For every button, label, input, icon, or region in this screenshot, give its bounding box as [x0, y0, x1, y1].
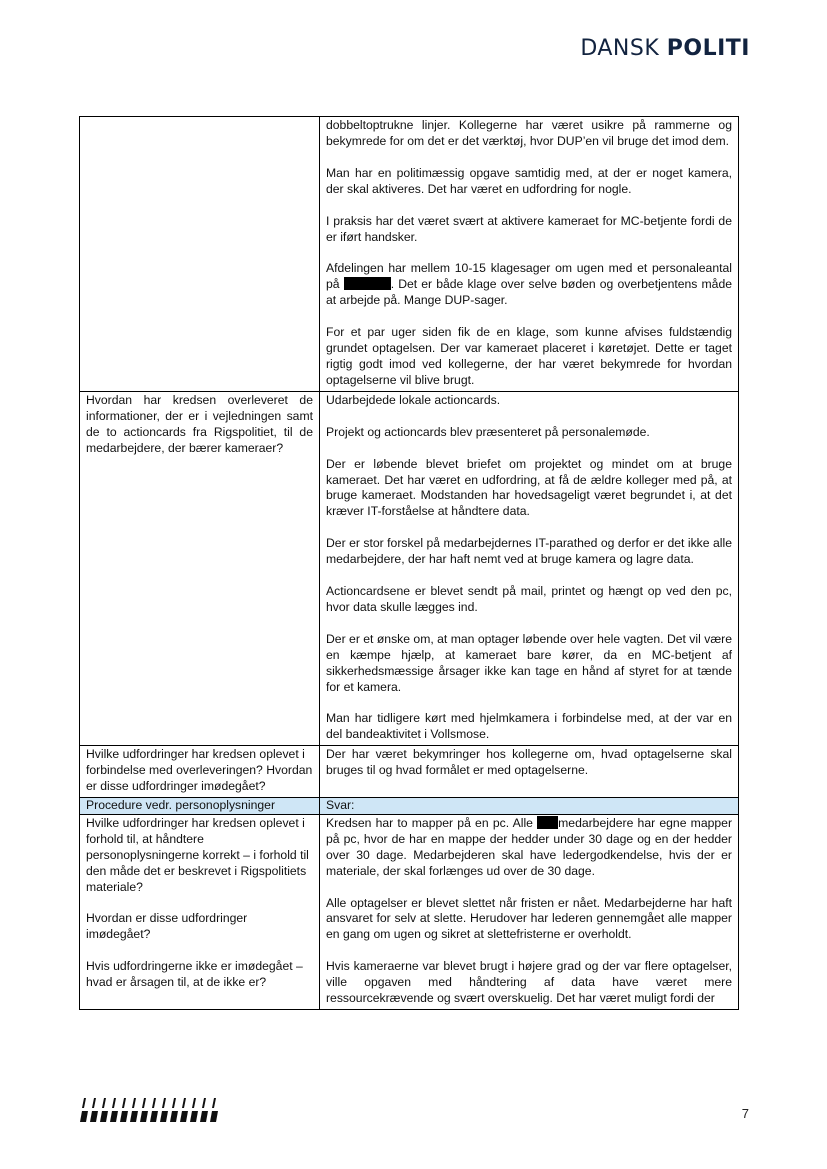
table-row	[80, 814, 739, 1009]
answer-paragraph: Actioncardsene er blevet sendt på mail, printet og hængt op ved den pc, hvor data skulle lægges ind.	[326, 584, 732, 614]
question-cell	[80, 746, 320, 798]
answer-paragraph	[326, 816, 732, 880]
question-cell	[80, 814, 320, 1009]
answer-text: Afdelingen har mellem 10-15 klagesager om ugen med et personaleantal på	[326, 261, 732, 292]
answer-paragraph: Hvis kameraerne var blevet brugt i højere grad og der var flere optagelser, ville opgaven med håndtering af data have været mere ressourcekrævende og svært overskuelig. Det har været muligt fordi der	[326, 959, 732, 1006]
question-text: Hvis udfordringerne ikke er imødegået – hvad er årsagen til, at de ikke er?	[86, 959, 303, 990]
section-header-row	[80, 798, 739, 815]
answer-paragraph: Der er stor forskel på medarbejdernes IT-parathed og derfor er det ikke alle medarbejdere, der har haft nemt ved at bruge kamera og lagre data.	[326, 536, 732, 567]
answer-paragraph: Der er løbende blevet briefet om projektet og mindet om at bruge kameraet. Det har været en udfordring, at få de ældre kolleger med på, at bruge kameraet. Modstanden har hovedsageligt været begrundet i, at det kræver IT-forståelse at håndtere data.	[326, 456, 732, 519]
question-text: Hvilke udfordringer har kredsen oplevet i forbindelse med overleveringen? Hvordan er disse udfordringer imødegået?	[86, 747, 313, 794]
question-cell	[80, 391, 320, 746]
dansk-politi-logo	[580, 36, 750, 61]
page-number: 7	[741, 1106, 749, 1121]
interview-table	[79, 116, 739, 1010]
redaction-block	[537, 816, 558, 829]
question-text: Hvilke udfordringer har kredsen oplevet i forhold til, at håndtere personoplysningerne korrekt – i forhold til den måde det er beskrevet i Rigspolitiets materiale?	[86, 815, 309, 894]
table-row	[80, 746, 739, 798]
answer-text: Kredsen har to mapper på en pc. Alle	[326, 815, 533, 830]
answer-text: . Det er både klage over selve bøden og overbetjentens måde at arbejde på. Mange DUP-sager.	[326, 277, 732, 308]
question-cell	[80, 117, 320, 392]
table-row	[80, 117, 739, 392]
footer-stripe-logo	[80, 1097, 220, 1123]
section-title: Procedure vedr. personoplysninger	[80, 798, 320, 815]
question-text: Hvordan har kredsen overleveret de informationer, der er i vejledningen samt de to actioncards fra Rigspolitiet, til de medarbejdere, der bærer kameraer?	[86, 392, 313, 455]
table-row	[80, 391, 739, 746]
answer-column-label: Svar:	[320, 798, 739, 815]
answer-paragraph: Der er et ønske om, at man optager løbende over hele vagten. Det vil være en kæmpe hjælp, at kameraet bare kører, da en MC-betjent af sikkerhedsmæssige årsager ikke kan tage en hånd af styret for at tænde for et kamera.	[326, 631, 732, 694]
answer-cell	[320, 814, 739, 1009]
answer-paragraph: For et par uger siden fik de en klage, som kunne afvises fuldstændig grundet optagelsen. Der var kameraet placeret i køretøjet. Dette er taget rigtig godt imod ved kollegerne, der har været bekymrede for hvordan optagelserne vil blive brugt.	[326, 325, 732, 387]
answer-paragraph: Projekt og actioncards blev præsenteret på personalemøde.	[326, 424, 650, 439]
logo-text-dansk: DANSK	[580, 36, 667, 61]
answer-paragraph: Man har en politimæssig opgave samtidig med, at der er noget kamera, der skal aktiveres. Det har været en udfordring for nogle.	[326, 165, 732, 196]
answer-paragraph: Udarbejdede lokale actioncards.	[326, 392, 501, 407]
answer-cell	[320, 391, 739, 746]
answer-paragraph: dobbeltoptrukne linjer. Kollegerne har været usikre på rammerne og bekymrede for om det er det værktøj, hvor DUP’en vil bruge det imod dem.	[326, 118, 732, 148]
stripes-graphic	[80, 1097, 220, 1123]
answer-text: medarbejdere har egne mapper på pc, hvor de har en mappe der hedder under 30 dage og en der hedder over 30 dage. Medarbejderen skal have ledergodkendelse, hvis der er materiale, der skal forlænges ud over de 30 dage.	[326, 815, 732, 878]
question-text: Hvordan er disse udfordringer imødegået?	[86, 911, 248, 942]
answer-paragraph: I praksis har det været svært at aktivere kameraet for MC-betjente fordi de er iført handsker.	[326, 213, 732, 244]
answer-paragraph: Man har tidligere kørt med hjelmkamera i forbindelse med, at der var en del bandeaktivitet i Vollsmose.	[326, 711, 732, 742]
answer-cell	[320, 746, 739, 798]
answer-paragraph	[326, 261, 732, 309]
answer-paragraph: Der har været bekymringer hos kollegerne om, hvad optagelserne skal bruges til og hvad formålet er med optagelserne.	[326, 747, 732, 778]
redaction-block	[344, 277, 391, 290]
answer-paragraph: Alle optagelser er blevet slettet når fristen er nået. Medarbejderne har haft ansvaret for selv at slette. Herudover har lederen gennemgået alle mapper en gang om ugen og sikret at slettefristerne er overholdt.	[326, 895, 732, 942]
answer-cell	[320, 117, 739, 392]
logo-text-politi: POLITI	[666, 36, 750, 61]
